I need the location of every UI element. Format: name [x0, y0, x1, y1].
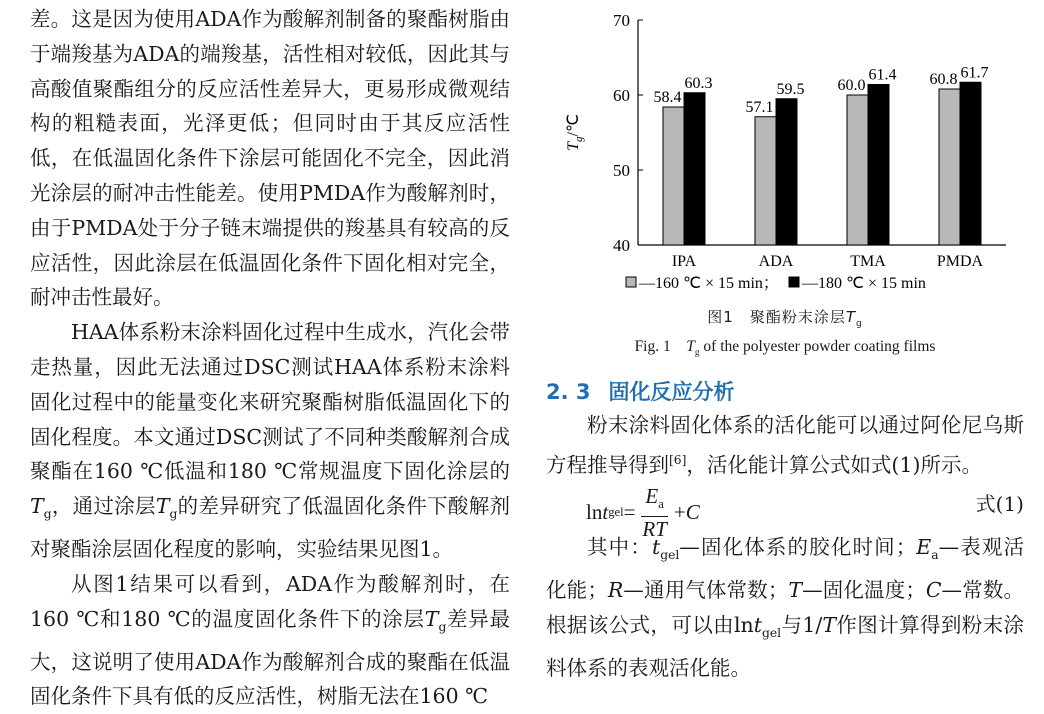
tg-symbol: T — [155, 494, 170, 519]
data-label: 58.4 — [653, 89, 682, 106]
rp2-c: —表观活化能； — [546, 535, 1025, 602]
x-tick-label: IPA — [671, 253, 697, 270]
legend-swatch-180 — [789, 277, 799, 287]
citation-ref: [6] — [669, 452, 687, 467]
var-t: t — [651, 535, 661, 559]
bar-1-pmda — [960, 82, 981, 245]
tg-sub: g — [694, 348, 700, 359]
tg-symbol: T — [686, 338, 695, 355]
tg-symbol: T — [30, 494, 44, 519]
right-paragraph-2 — [546, 530, 1024, 685]
tg-symbol: T — [424, 606, 439, 631]
y-tick-label: 70 — [613, 11, 630, 30]
legend-label-160: —160 ℃ × 15 min； — [639, 275, 779, 292]
var-tt: T — [788, 577, 803, 602]
tg-sub: g — [43, 507, 52, 522]
section-number: 2. 3 — [546, 380, 591, 404]
bar-0-ada — [755, 117, 776, 245]
tg-sub: g — [438, 619, 447, 634]
equation-label: 式(1) — [975, 492, 1024, 516]
rp2-d: —通用气体常数； — [623, 577, 789, 602]
p3-text-b: 差异最大，这说明了使用ADA作为酸解剂合成的聚酯在低温固化条件下具有低的反应活性，树脂无法在160 ℃ — [30, 606, 511, 709]
rp1-text-b: ，活化能计算公式如式(1)所示。 — [686, 452, 982, 477]
bar-1-ipa — [684, 93, 705, 245]
var-gel-sub2: gel — [762, 625, 782, 640]
tg-sub: g — [169, 507, 178, 522]
var-c: C — [925, 577, 942, 602]
variable-definitions — [546, 530, 1024, 685]
data-label: 59.5 — [776, 80, 805, 98]
eq-denominator: RT — [642, 517, 667, 542]
bar-1-tma — [868, 85, 889, 246]
var-gel-sub: gel — [660, 548, 680, 563]
figure-caption-en — [546, 334, 1024, 358]
section-heading — [546, 376, 735, 406]
data-label: 61.7 — [960, 64, 989, 82]
eq-t: t — [602, 500, 609, 525]
rp2-f: —常数。根据该公式，可以由ln — [546, 577, 1025, 637]
section-title: 固化反应分析 — [608, 380, 735, 404]
x-tick-label: PMDA — [936, 253, 984, 270]
var-tt2: T — [822, 612, 837, 637]
tg-sub: g — [856, 319, 863, 329]
data-label: 60.3 — [684, 74, 713, 92]
legend-label-180: —180 ℃ × 15 min — [802, 275, 926, 292]
data-label: 57.1 — [745, 98, 774, 116]
var-t2: t — [753, 612, 762, 637]
bar-1-ada — [776, 99, 797, 245]
p3-text-a: 从图1结果可以看到，ADA作为酸解剂时，在160 ℃和180 ℃的温度固化条件下的涂层 — [30, 571, 510, 631]
right-paragraph-1 — [546, 408, 1024, 482]
data-label: 60.8 — [929, 71, 958, 88]
bar-0-tma — [847, 95, 868, 245]
paragraph-2 — [30, 315, 510, 567]
data-label: 61.4 — [868, 66, 897, 84]
eq-plus: + — [673, 500, 686, 525]
rp2-e: —固化温度； — [802, 577, 926, 602]
tg-symbol: T — [845, 308, 856, 326]
y-tick-label: 60 — [613, 86, 630, 105]
rp2-h: 作图计算得到粉末涂料体系的表观活化能。 — [546, 612, 1025, 680]
y-tick-label: 40 — [613, 236, 630, 255]
bar-chart — [546, 0, 1024, 300]
bar-0-ipa — [663, 107, 684, 245]
p2-text-a: HAA体系粉末涂料固化过程中生成水，汽化会带走热量，因此无法通过DSC测试HAA体系粉末涂料固化过程中的能量变化来研究聚酯树脂低温固化下的固化程度。本文通过DSC测试了不同种类酸解剂合成聚酯在160 ℃低温和180 ℃常规温度下固化涂层的 — [30, 320, 510, 484]
var-a-sub: a — [931, 548, 939, 563]
eq-gel-sub: gel — [608, 505, 624, 520]
caption-en-prefix: Fig. 1 — [634, 338, 687, 355]
eq-c: C — [685, 500, 700, 525]
eq-e: E — [645, 484, 659, 508]
left-column — [30, 2, 510, 714]
x-tick-label: ADA — [758, 253, 794, 270]
var-r: R — [607, 577, 624, 602]
caption-cn-text: 图1 聚酯粉末涂层 — [707, 308, 846, 326]
p2-text-c: 的差异研究了低温固化条件下酸解剂对聚酯涂层固化程度的影响，实验结果见图1。 — [30, 494, 511, 562]
y-axis-label: $T_g/℃$ — [565, 114, 585, 151]
rp2-g: 与1/ — [781, 612, 823, 637]
equation-1 — [546, 478, 1024, 542]
eq-a-sub: a — [658, 497, 664, 512]
legend-swatch-160 — [626, 277, 636, 287]
rp2-b: —固化体系的胶化时间； — [679, 535, 917, 559]
figure-caption-cn — [546, 306, 1024, 329]
paragraph-3 — [30, 567, 510, 714]
p2-text-b: ，通过涂层 — [51, 494, 156, 519]
x-tick-label: TMA — [850, 253, 886, 270]
rp1-text-a: 粉末涂料固化体系的活化能可以通过阿伦尼乌斯方程推导得到 — [546, 413, 1024, 477]
data-label: 60.0 — [837, 77, 866, 94]
paragraph-1: 差。这是因为使用ADA作为酸解剂制备的聚酯树脂由于端羧基为ADA的端羧基，活性相对较低，因此其与高酸值聚酯组分的反应活性差异大，更易形成微观结构的粗糙表面，光泽更低；但同时由于其反应活性低，在低温固化条件下涂层可能固化不完全，因此消光涂层的耐冲击性能差。使用PMDA作为酸解剂时，由于PMDA处于分子链末端提供的羧基具有较高的反应活性，因此涂层在低温固化条件下固化相对完全，耐冲击性最好。 — [30, 7, 510, 310]
eq-numerator — [641, 484, 667, 517]
arrhenius-intro — [546, 408, 1024, 482]
y-tick-label: 50 — [613, 161, 630, 180]
var-e: E — [916, 535, 932, 559]
caption-en-suffix: of the polyester powder coating films — [699, 338, 936, 355]
bar-0-pmda — [939, 89, 960, 245]
eq-ln: ln — [586, 500, 603, 525]
rp2-a: 其中： — [587, 535, 652, 559]
eq-equals: = — [623, 500, 636, 525]
